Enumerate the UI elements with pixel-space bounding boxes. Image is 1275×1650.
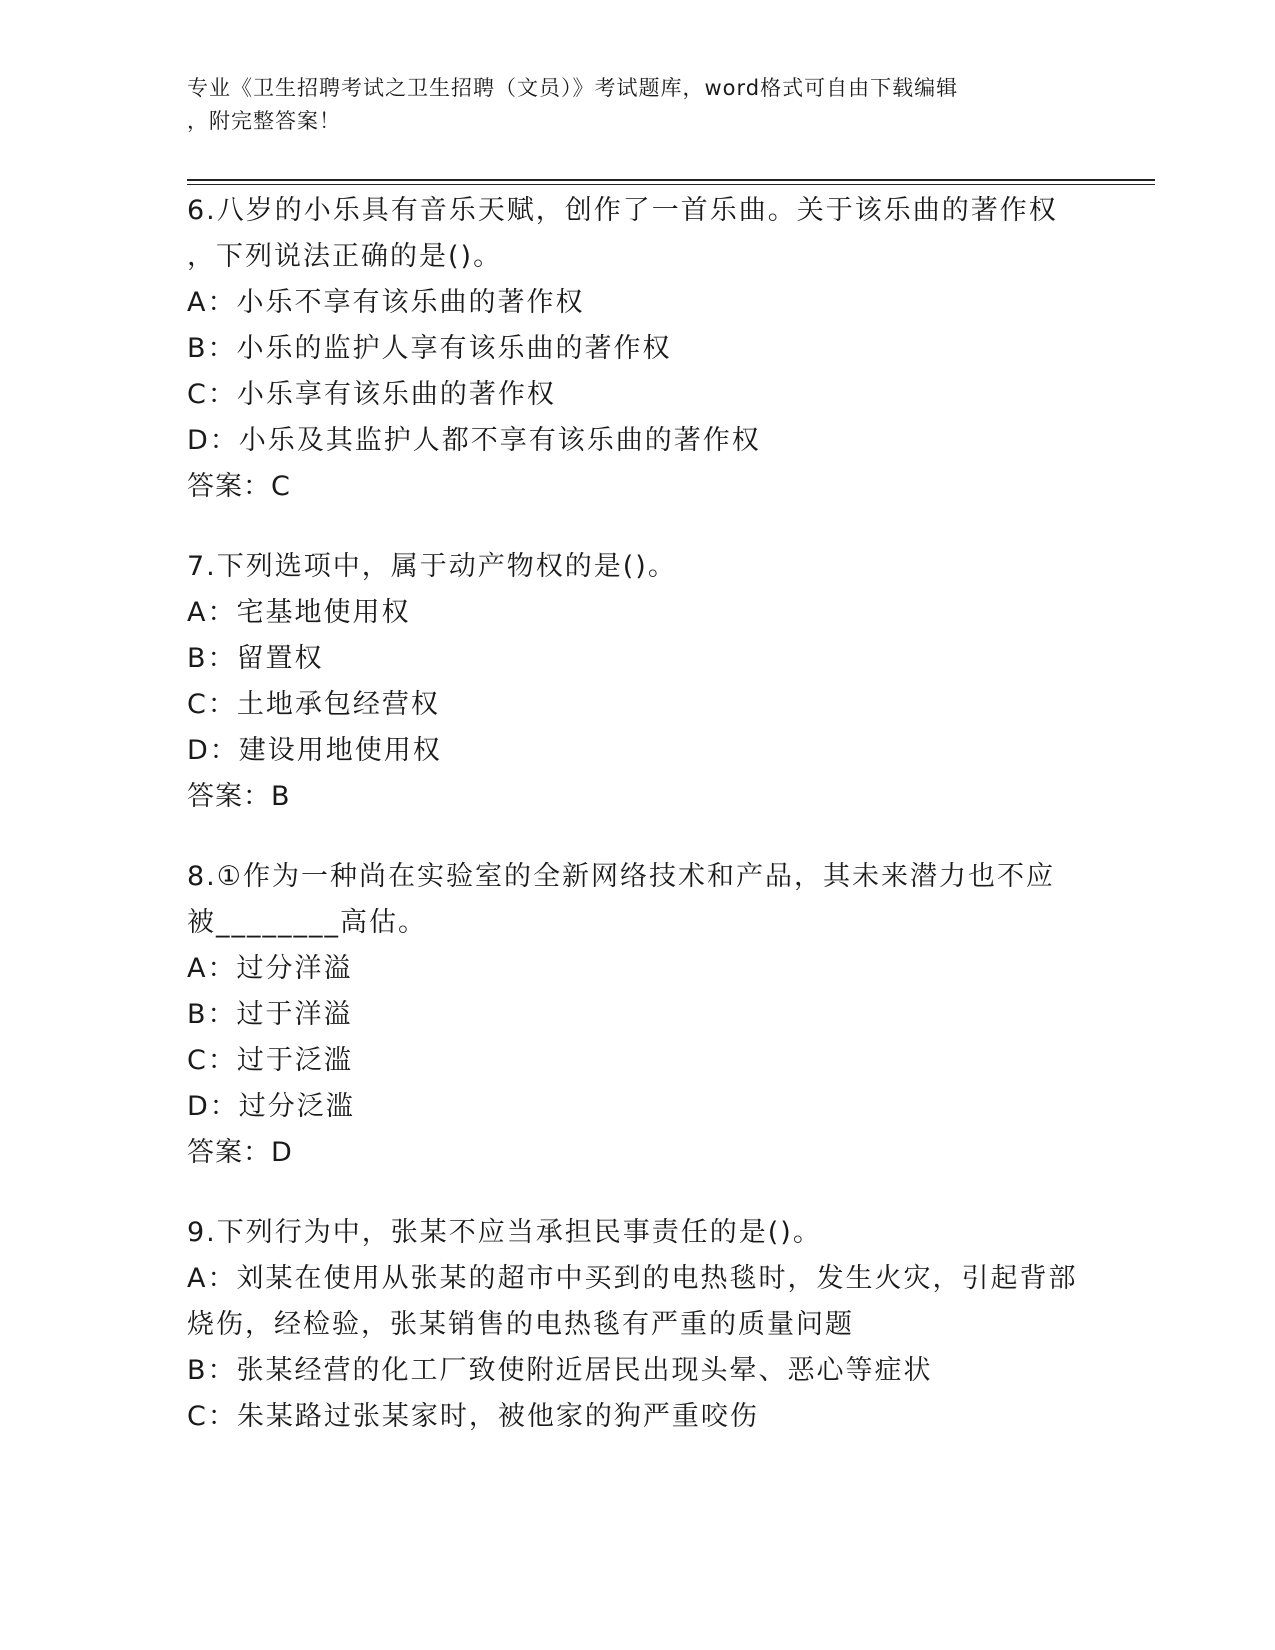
option-c: C：朱某路过张某家时，被他家的狗严重咬伤: [187, 1401, 759, 1432]
option-a: A：小乐不享有该乐曲的著作权: [187, 287, 585, 318]
option-c: C：土地承包经营权: [187, 689, 440, 720]
option-b: B：过于洋溢: [187, 999, 353, 1030]
question-7: [187, 544, 1087, 820]
answer-line: 答案：B: [187, 781, 291, 812]
header-divider-thin: [187, 184, 1155, 185]
option-b: B：张某经营的化工厂致使附近居民出现头晕、恶心等症状: [187, 1355, 933, 1386]
header-line-2: ，附完整答案！: [187, 109, 341, 133]
option-a: A：刘某在使用从张某的超市中买到的电热毯时，发生火灾，引起背部: [187, 1263, 1078, 1294]
question-stem-continued: 被________高估。: [187, 907, 427, 938]
question-stem: 6.八岁的小乐具有音乐天赋，创作了一首乐曲。关于该乐曲的著作权: [187, 195, 1058, 226]
question-list: [187, 188, 1087, 1474]
option-b: B：小乐的监护人享有该乐曲的著作权: [187, 333, 672, 364]
option-a-continued: 烧伤，经检验，张某销售的电热毯有严重的质量问题: [187, 1309, 854, 1340]
question-stem: 8.①作为一种尚在实验室的全新网络技术和产品，其未来潜力也不应: [187, 861, 1055, 892]
option-c: C：小乐享有该乐曲的著作权: [187, 379, 556, 410]
option-a: A：宅基地使用权: [187, 597, 411, 628]
option-d: D：过分泛滥: [187, 1091, 355, 1122]
answer-line: 答案：D: [187, 1137, 293, 1168]
option-a: A：过分洋溢: [187, 953, 353, 984]
question-9: [187, 1210, 1087, 1440]
document-header: [187, 72, 1067, 138]
option-b: B：留置权: [187, 643, 324, 674]
option-d: D：小乐及其监护人都不享有该乐曲的著作权: [187, 425, 761, 456]
question-stem-continued: ，下列说法正确的是()。: [187, 241, 503, 272]
option-c: C：过于泛滥: [187, 1045, 353, 1076]
question-6: [187, 188, 1087, 510]
option-d: D：建设用地使用权: [187, 735, 442, 766]
header-line-1: 专业《卫生招聘考试之卫生招聘（文员）》考试题库，word格式可自由下载编辑: [187, 76, 959, 100]
question-stem: 7.下列选项中，属于动产物权的是()。: [187, 551, 677, 582]
question-stem: 9.下列行为中，张某不应当承担民事责任的是()。: [187, 1217, 822, 1248]
header-divider-thick: [187, 179, 1155, 181]
answer-line: 答案：C: [187, 471, 291, 502]
question-8: [187, 854, 1087, 1176]
